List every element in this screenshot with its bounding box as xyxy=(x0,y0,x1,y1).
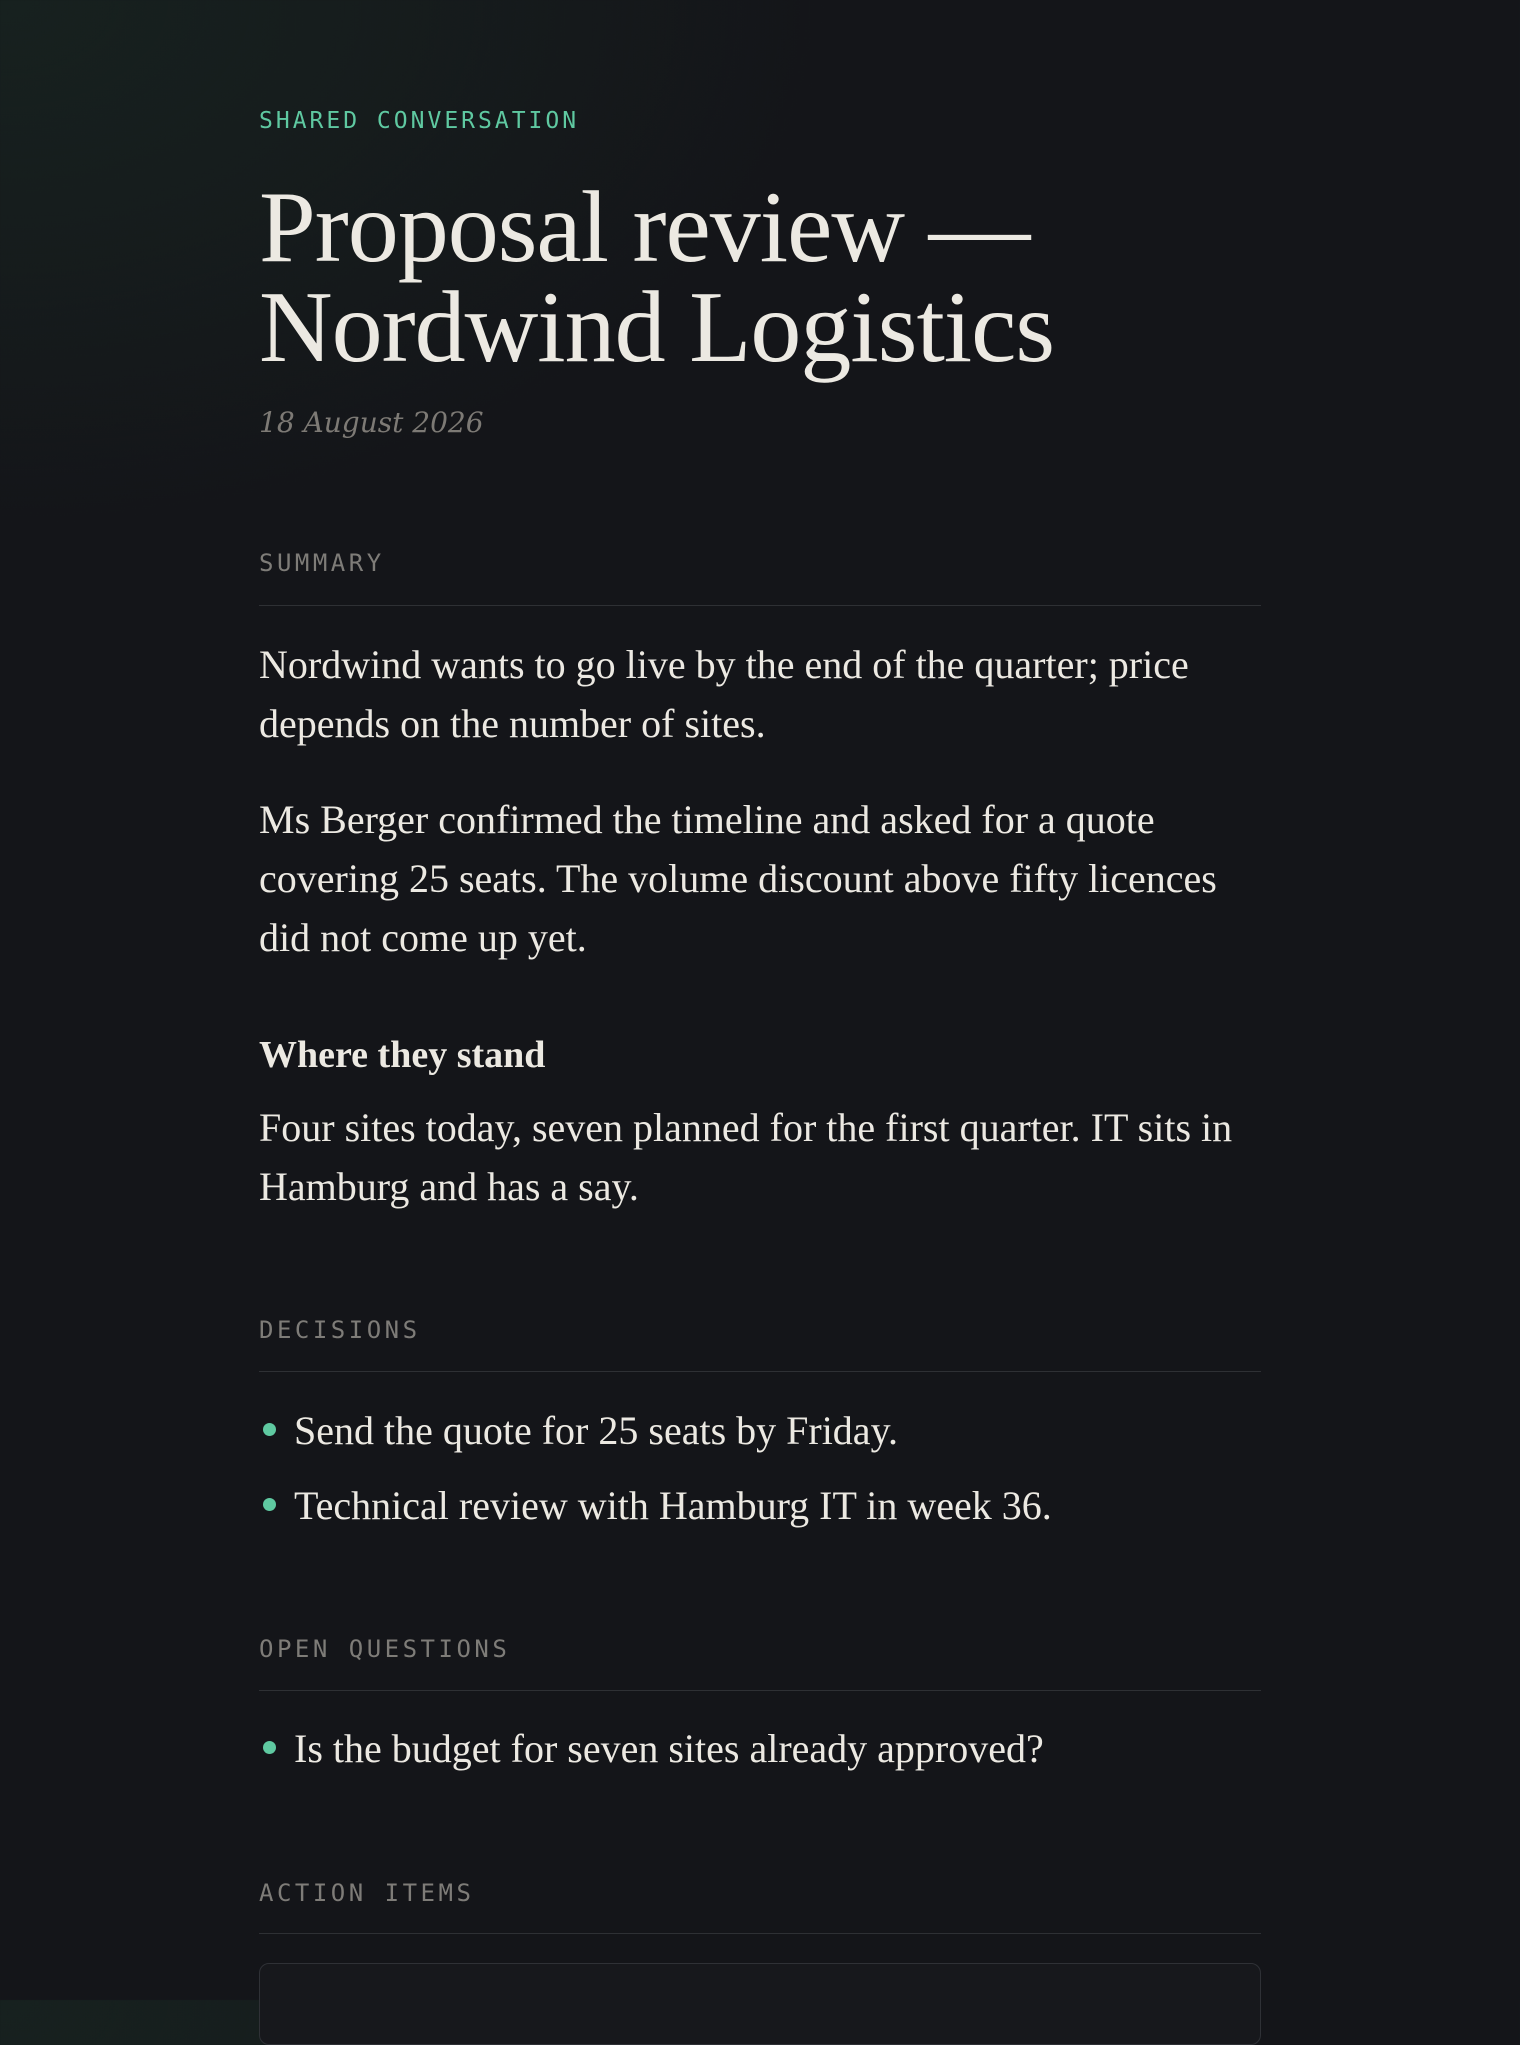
bullet-icon xyxy=(263,1498,276,1511)
eyebrow-label: SHARED CONVERSATION xyxy=(259,108,580,134)
summary-paragraph: Ms Berger confirmed the timeline and asked for a quote covering 25 seats. The volume discount above fifty licences did not come up yet. xyxy=(259,797,1217,960)
action-items-section-label: ACTION ITEMS xyxy=(259,1879,475,1907)
open-questions-divider xyxy=(259,1690,1261,1691)
decision-item-text: Technical review with Hamburg IT in week 36. xyxy=(294,1483,1052,1528)
where-they-stand-text: Four sites today, seven planned for the first quarter. IT sits in Hamburg and has a say. xyxy=(259,1105,1233,1209)
where-they-stand-heading: Where they stand xyxy=(259,1034,546,1076)
open-question-text: Is the budget for seven sites already approved? xyxy=(294,1726,1044,1771)
decisions-divider xyxy=(259,1371,1261,1372)
page-title: Proposal review — Nordwind Logistics xyxy=(259,171,1055,384)
decisions-section-label: DECISIONS xyxy=(259,1316,421,1344)
list-item xyxy=(259,1719,1261,1779)
action-items-divider xyxy=(259,1933,1261,1934)
list-item xyxy=(259,1476,1261,1536)
bullet-icon xyxy=(263,1423,276,1436)
list-item xyxy=(259,1401,1261,1461)
decision-item-text: Send the quote for 25 seats by Friday. xyxy=(294,1408,898,1453)
summary-paragraph: Nordwind wants to go live by the end of the quarter; price depends on the number of sites. xyxy=(259,642,1189,746)
bullet-icon xyxy=(263,1741,276,1754)
summary-section-label: SUMMARY xyxy=(259,549,385,577)
summary-divider xyxy=(259,605,1261,606)
conversation-date: 18 August 2026 xyxy=(259,406,484,439)
open-questions-section-label: OPEN QUESTIONS xyxy=(259,1635,511,1663)
action-item-card[interactable] xyxy=(259,1963,1261,2045)
